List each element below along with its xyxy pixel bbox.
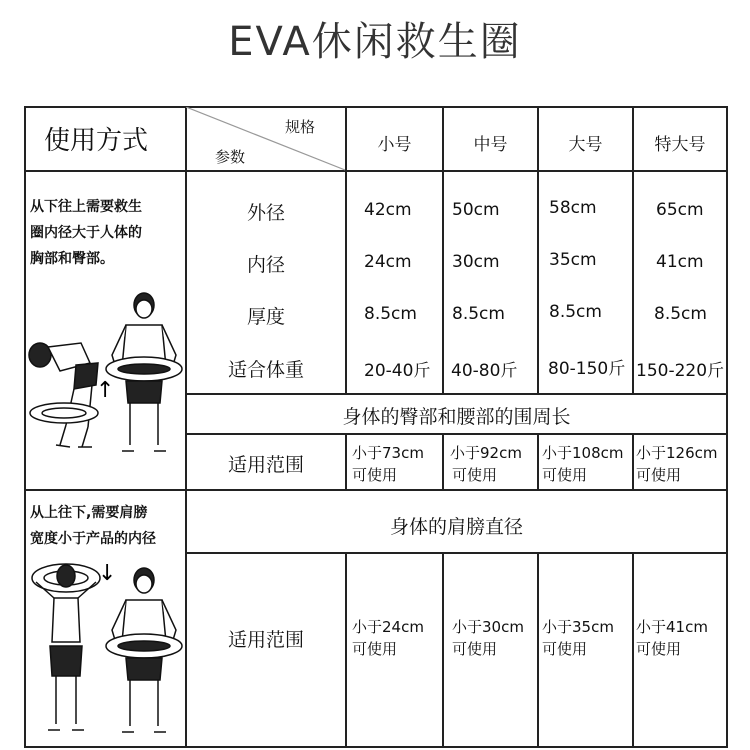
method2-line2: 宽度小于产品的内径 bbox=[30, 531, 156, 547]
method1-line2: 圈内径大于人体的 bbox=[30, 225, 142, 241]
range1-small: 小于73cm bbox=[352, 444, 424, 462]
range2-xlarge: 小于41cm bbox=[636, 618, 708, 636]
size-large: 大号 bbox=[568, 135, 603, 155]
method2-illustration bbox=[26, 558, 184, 744]
hip-waist-label: 身体的臀部和腰部的围周长 bbox=[342, 406, 571, 428]
up-arrow-icon: ↑ bbox=[96, 378, 115, 403]
range1-large: 小于108cm bbox=[542, 444, 624, 462]
method2-line1: 从上往下,需要肩膀 bbox=[30, 505, 148, 521]
size-medium: 中号 bbox=[473, 135, 508, 155]
method1-line1: 从下往上需要救生 bbox=[30, 199, 142, 215]
page-title: EVA休闲救生圈 bbox=[228, 19, 522, 65]
size-small: 小号 bbox=[377, 135, 412, 155]
range2-small: 小于24cm bbox=[352, 618, 424, 636]
size-xlarge: 特大号 bbox=[654, 135, 706, 155]
range1-label: 适用范围 bbox=[227, 454, 304, 476]
diagonal-divider bbox=[186, 107, 345, 171]
bending-person-icon bbox=[29, 343, 98, 447]
shoulder-label: 身体的肩膀直径 bbox=[389, 516, 523, 538]
range1-xlarge: 小于126cm bbox=[636, 444, 718, 462]
usage-header: 使用方式 bbox=[44, 126, 149, 156]
down-arrow-icon: ↓ bbox=[98, 561, 117, 586]
range2-medium: 小于30cm bbox=[452, 618, 524, 636]
lifting-person-icon bbox=[32, 564, 100, 730]
standing-person-icon bbox=[106, 293, 182, 451]
spec-header: 规格 bbox=[285, 118, 316, 136]
method1-line3: 胸部和臀部。 bbox=[30, 251, 114, 267]
standing-person-ring-icon bbox=[106, 568, 182, 732]
param-header: 参数 bbox=[215, 148, 246, 166]
range2-large: 小于35cm bbox=[542, 618, 614, 636]
range2-label: 适用范围 bbox=[227, 629, 304, 651]
method1-illustration bbox=[26, 285, 184, 465]
range1-medium: 小于92cm bbox=[450, 444, 522, 462]
